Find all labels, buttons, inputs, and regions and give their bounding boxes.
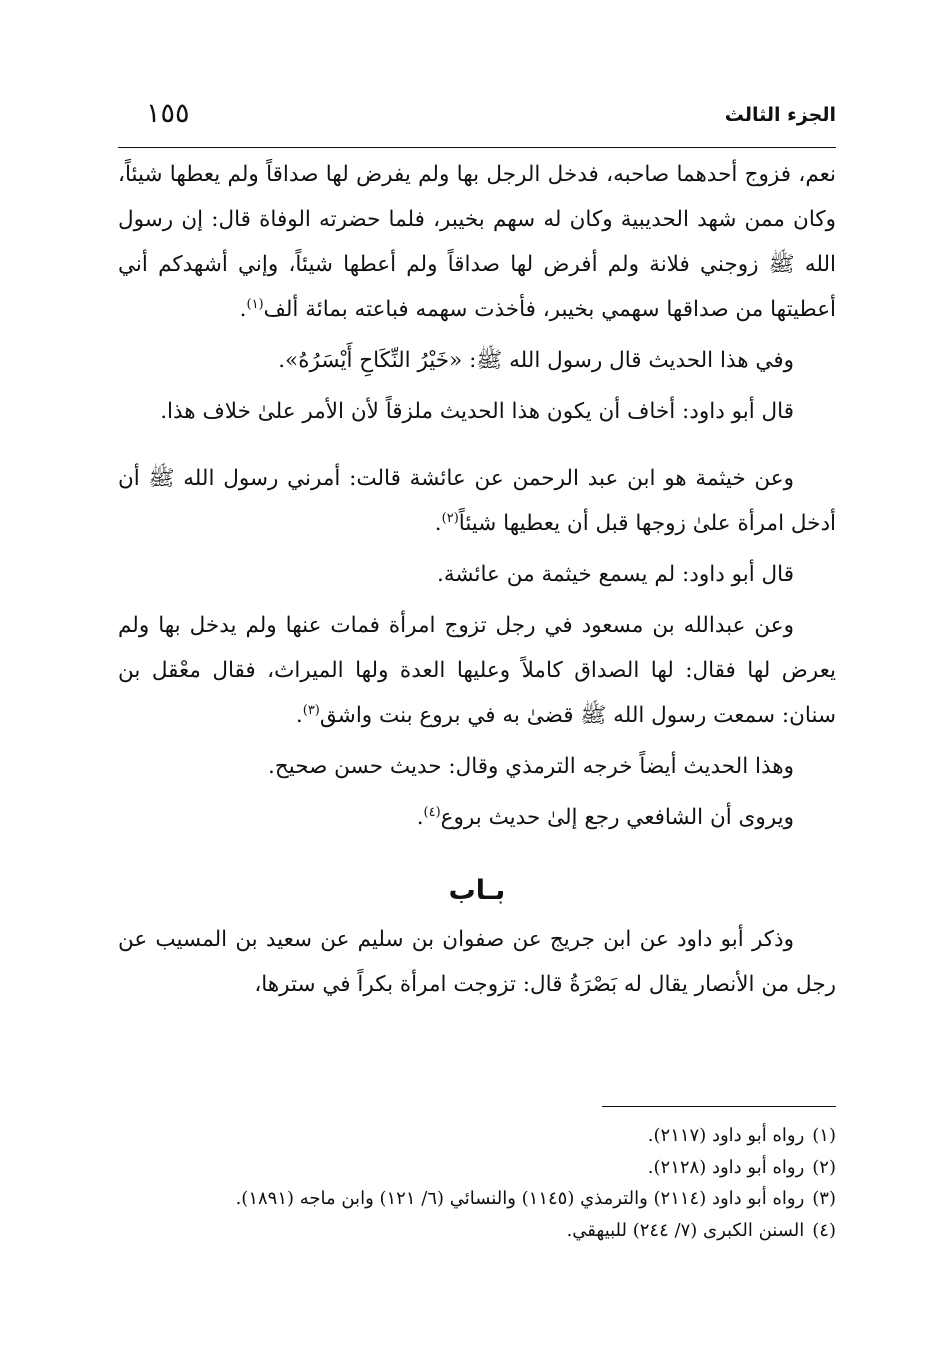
footnote-3-text: رواه أبو داود (٢١١٤) والترمذي (١١٤٥) والنسائي (٦/ ١٢١) وابن ماجه (١٨٩١). <box>235 1188 805 1209</box>
paragraph-5: قال أبو داود: لم يسمع خيثمة من عائشة. <box>436 562 794 587</box>
footnote-ref-1: (١) <box>246 296 264 312</box>
footnote-4-text: السنن الكبرى (٧/ ٢٤٤) للبيهقي. <box>566 1219 805 1241</box>
footnote-2 <box>118 1152 836 1184</box>
footnote-3-number: (٣) <box>812 1188 836 1209</box>
paragraph-1 <box>118 152 836 332</box>
paragraph-3: قال أبو داود: أخاف أن يكون هذا الحديث ملزقاً لأن الأمر علىٰ خلاف هذا. <box>160 399 794 424</box>
footnote-2-number: (٢) <box>812 1156 836 1178</box>
paragraph-4-text: وعن خيثمة هو ابن عبد الرحمن عن عائشة قالت: أمرني رسول الله ﷺ أن أدخل امرأة علىٰ زوجها قبل أن يعطيها شيئاً <box>118 466 836 536</box>
page-header <box>118 98 836 138</box>
paragraph-1-text: نعم، فزوج أحدهما صاحبه، فدخل الرجل بها ولم يفرض لها صداقاً ولم يعطها شيئاً، وكان ممن شهد الحديبية وكان له سهم بخيبر، فلما حضرته الوفاة قال: إن رسول الله ﷺ زوجني فلانة ولم أفرض لها صداقاً ولم أعطها شيئاً، وإني أشهدكم أني أعطيتها من صداقها سهمي بخيبر، فأخذت سهمه فباعته بمائة ألف <box>118 162 836 322</box>
footnote-ref-2: (٢) <box>441 510 459 526</box>
header-divider <box>118 147 836 148</box>
footnote-4 <box>118 1215 836 1247</box>
footnote-ref-4: (٤) <box>423 804 441 820</box>
paragraph-8-text: ويروى أن الشافعي رجع إلىٰ حديث بروع <box>440 805 794 830</box>
paragraph-6-end: . <box>295 703 303 728</box>
running-title: الجزء الثالث <box>724 104 836 126</box>
footnote-1-text: رواه أبو داود (٢١١٧). <box>647 1125 805 1146</box>
section-heading: بـاب <box>448 875 506 906</box>
footnotes <box>118 1120 836 1246</box>
footnote-divider <box>602 1106 836 1107</box>
paragraph-4-end: . <box>434 511 442 536</box>
footnote-1-number: (١) <box>812 1125 836 1146</box>
footnote-2-text: رواه أبو داود (٢١٢٨). <box>647 1156 805 1178</box>
paragraph-8 <box>118 795 836 840</box>
footnote-3 <box>118 1183 836 1215</box>
footnote-ref-3: (٣) <box>302 702 320 718</box>
paragraph-6-text: وعن عبدالله بن مسعود في رجل تزوج امرأة فمات عنها ولم يدخل بها ولم يعرض لها فقال: لها الصداق كاملاً وعليها العدة ولها الميراث، فقال معْقل بن سنان: سمعت رسول الله ﷺ قضىٰ به في بروع بنت واشق <box>118 613 836 728</box>
main-text <box>118 152 836 1013</box>
paragraph-4 <box>118 456 836 546</box>
footnote-1 <box>118 1120 836 1152</box>
paragraph-8-end: . <box>416 805 424 830</box>
paragraph-6 <box>118 603 836 738</box>
footnote-4-number: (٤) <box>812 1219 836 1241</box>
paragraph-2: وفي هذا الحديث قال رسول الله ﷺ: «خَيْرُ النِّكَاحِ أَيْسَرُهُ». <box>278 348 794 373</box>
paragraph-9: وذكر أبو داود عن ابن جريج عن صفوان بن سليم عن سعيد بن المسيب عن رجل من الأنصار يقال له بَصْرَةُ قال: تزوجت امرأة بكراً في سترها، <box>118 927 836 997</box>
page-number: ١٥٥ <box>146 98 190 129</box>
paragraph-1-end: . <box>239 297 247 322</box>
paragraph-7: وهذا الحديث أيضاً خرجه الترمذي وقال: حديث حسن صحيح. <box>268 754 794 779</box>
